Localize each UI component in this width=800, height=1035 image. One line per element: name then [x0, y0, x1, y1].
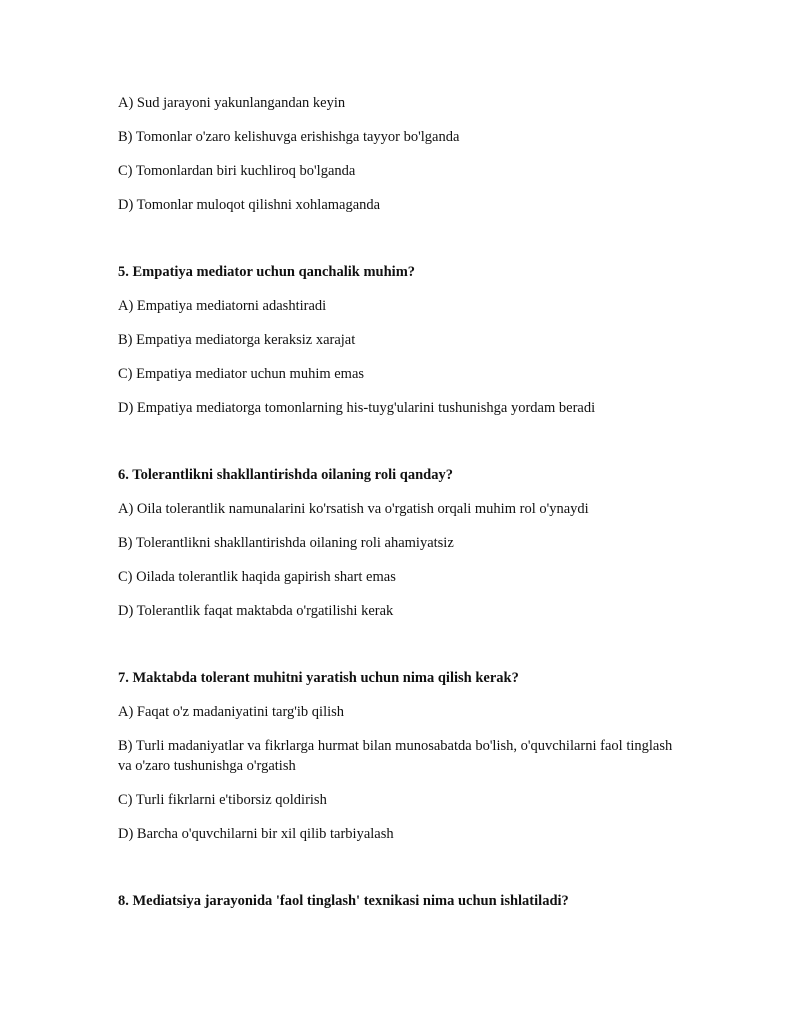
answer-option: A) Faqat o'z madaniyatini targ'ib qilish	[118, 704, 345, 720]
question-heading: 5. Empatiya mediator uchun qanchalik muhim?	[118, 264, 416, 280]
answer-option: B) Tolerantlikni shakllantirishda oilaning roli ahamiyatsiz	[118, 535, 454, 551]
question-heading: 6. Tolerantlikni shakllantirishda oilaning roli qanday?	[118, 467, 453, 483]
answer-option: D) Empatiya mediatorga tomonlarning his-tuyg'ularini tushunishga yordam beradi	[118, 400, 596, 416]
answer-option: C) Turli fikrlarni e'tiborsiz qoldirish	[118, 792, 327, 808]
answer-option: A) Empatiya mediatorni adashtiradi	[118, 298, 327, 314]
answer-option: C) Oilada tolerantlik haqida gapirish shart emas	[118, 569, 396, 585]
answer-option: A) Sud jarayoni yakunlangandan keyin	[118, 95, 346, 111]
answer-option: B) Turli madaniyatlar va fikrlarga hurmat bilan munosabatda bo'lish, o'quvchilarni faol tinglash va o'zaro tushunishga o'rgatish	[118, 738, 673, 774]
answer-option: B) Empatiya mediatorga keraksiz xarajat	[118, 332, 356, 348]
answer-option: C) Tomonlardan biri kuchliroq bo'lganda	[118, 163, 356, 179]
question-heading: 7. Maktabda tolerant muhitni yaratish uchun nima qilish kerak?	[118, 670, 519, 686]
answer-option: A) Oila tolerantlik namunalarini ko'rsatish va o'rgatish orqali muhim rol o'ynaydi	[118, 501, 589, 517]
answer-option: D) Barcha o'quvchilarni bir xil qilib tarbiyalash	[118, 826, 394, 842]
answer-option: D) Tomonlar muloqot qilishni xohlamaganda	[118, 197, 381, 213]
answer-option: C) Empatiya mediator uchun muhim emas	[118, 366, 365, 382]
answer-option: D) Tolerantlik faqat maktabda o'rgatilishi kerak	[118, 603, 394, 619]
answer-option: B) Tomonlar o'zaro kelishuvga erishishga tayyor bo'lganda	[118, 129, 460, 145]
question-heading: 8. Mediatsiya jarayonida 'faol tinglash' texnikasi nima uchun ishlatiladi?	[118, 893, 569, 909]
